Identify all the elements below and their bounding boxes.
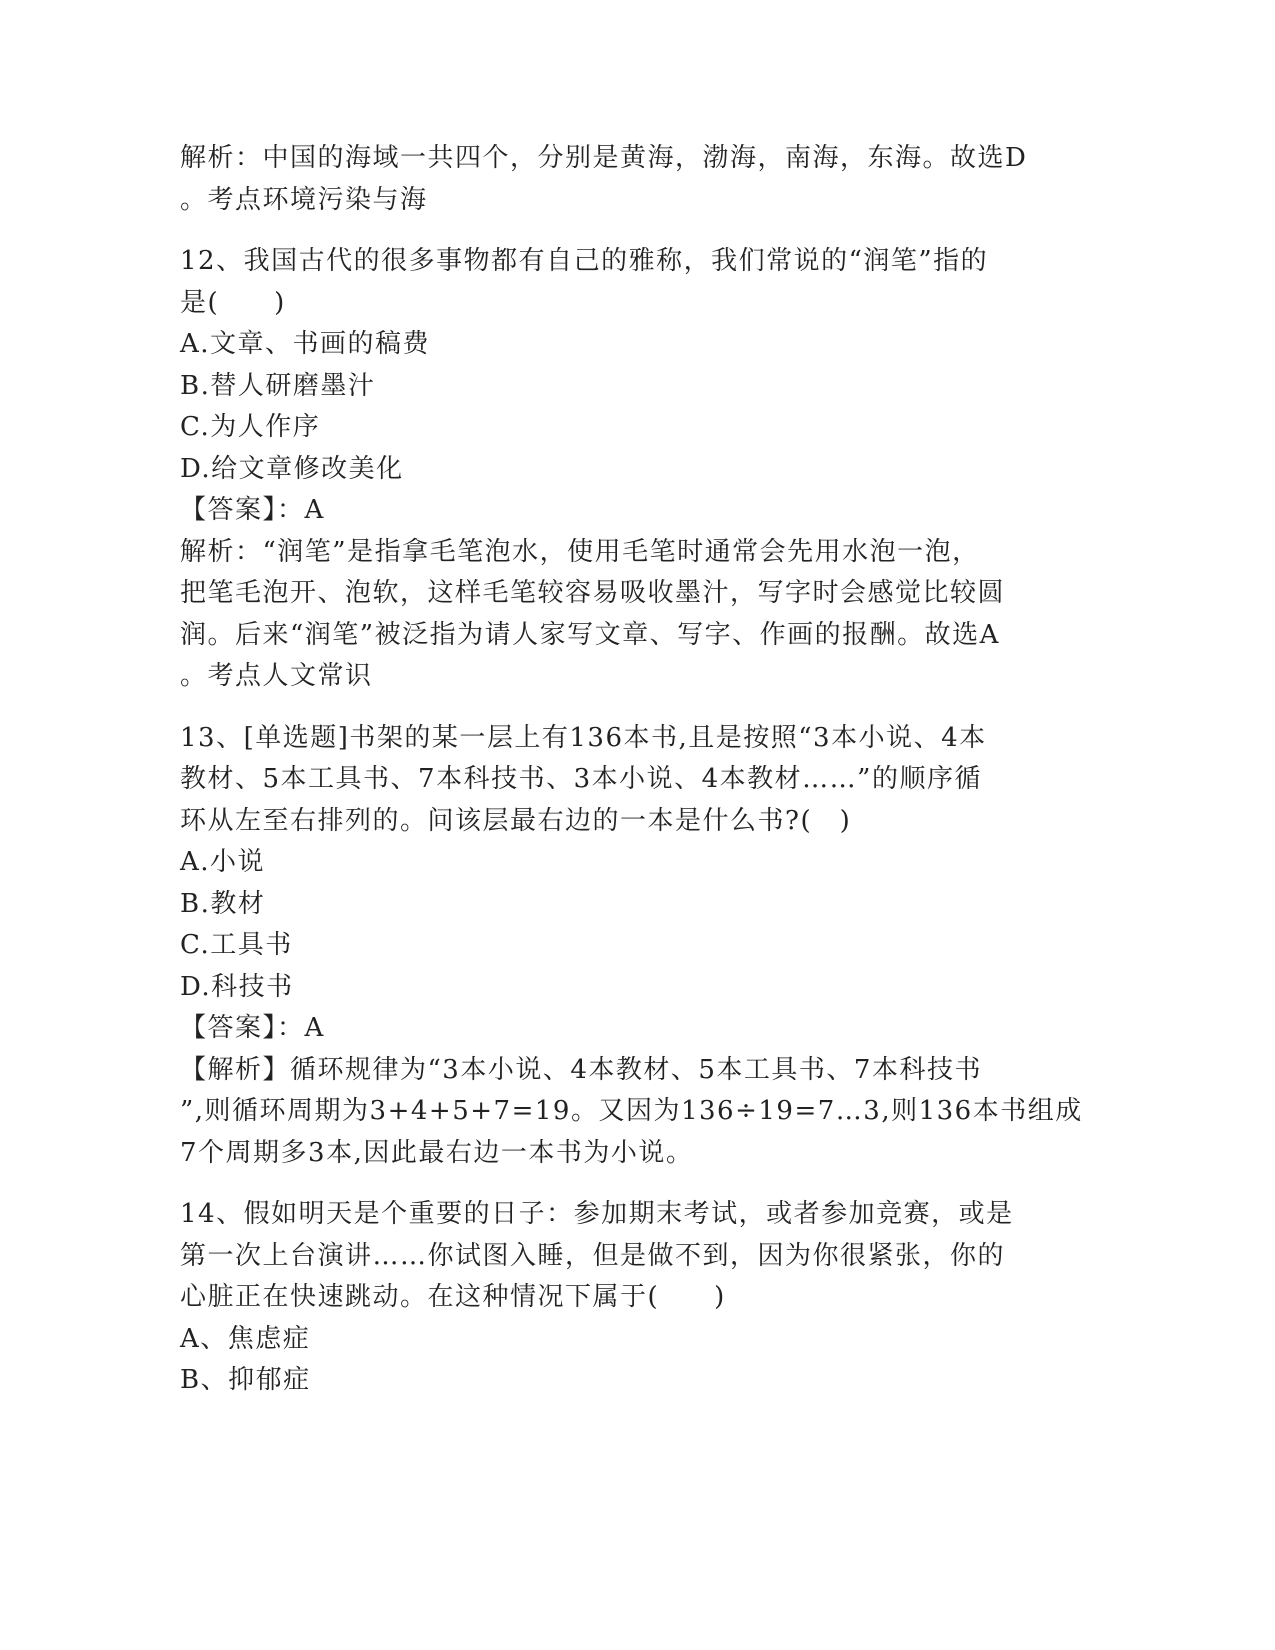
explanation: 解析：“润笔”是指拿毛笔泡水，使用毛笔时通常会先用水泡一泡， <box>180 536 980 567</box>
explanation: 。考点人文常识 <box>180 661 373 691</box>
spacer <box>180 1174 1050 1194</box>
explanation: 【解析】循环规律为“3本小说、4本教材、5本工具书、7本科技书 <box>180 1054 982 1085</box>
answer: 【答案】：A <box>180 495 325 525</box>
question-stem: 心脏正在快速跳动。在这种情况下属于( ) <box>180 1282 726 1312</box>
document-page <box>180 138 1083 1402</box>
text-line: 解析：中国的海域一共四个，分别是黄海，渤海，南海，东海。故选D <box>180 143 1028 173</box>
option-b: B.替人研磨墨汁 <box>180 370 376 401</box>
question-14 <box>180 1194 1050 1402</box>
explanation: 润。后来“润笔”被泛指为请人家写文章、写字、作画的报酬。故选A <box>180 619 1000 650</box>
option-d: D.科技书 <box>180 971 294 1002</box>
option-c: C.为人作序 <box>180 412 321 442</box>
option-a: A.文章、书画的稿费 <box>180 329 431 359</box>
option-c: C.工具书 <box>180 930 293 960</box>
explanation: 把笔毛泡开、泡软，这样毛笔较容易吸收墨汁，写字时会感觉比较圆 <box>180 578 1006 608</box>
option-b: B、抑郁症 <box>180 1365 311 1395</box>
explanation: ”,则循环周期为3+4+5+7=19。又因为136÷19=7…3,则136本书组成 <box>180 1096 1083 1126</box>
answer: 【答案】：A <box>180 1013 325 1043</box>
option-d: D.给文章修改美化 <box>180 453 404 484</box>
text-line: 。考点环境污染与海 <box>180 184 428 215</box>
question-stem: 12、我国古代的很多事物都有自己的雅称，我们常说的“润笔”指的 <box>180 246 989 276</box>
spacer <box>180 221 1050 241</box>
option-a: A.小说 <box>180 847 266 877</box>
question-stem: 环从左至右排列的。问该层最右边的一本是什么书?( ) <box>180 805 852 836</box>
question-stem: 教材、5本工具书、7本科技书、3本小说、4本教材……”的顺序循 <box>180 764 982 794</box>
option-b: B.教材 <box>180 888 266 919</box>
explanation: 7个周期多3本,因此最右边一本书为小说。 <box>180 1137 694 1168</box>
question-stem: 14、假如明天是个重要的日子：参加期末考试，或者参加竞赛，或是 <box>180 1199 1014 1229</box>
question-stem: 第一次上台演讲……你试图入睡，但是做不到，因为你很紧张，你的 <box>180 1240 1006 1271</box>
question-13 <box>180 718 1083 1175</box>
spacer <box>180 698 1050 718</box>
option-a: A、焦虑症 <box>180 1323 311 1354</box>
question-12 <box>180 241 1050 698</box>
question-11-explanation <box>180 138 1050 221</box>
question-stem: 是( ) <box>180 287 286 318</box>
question-stem: 13、[单选题]书架的某一层上有136本书,且是按照“3本小说、4本 <box>180 722 987 753</box>
